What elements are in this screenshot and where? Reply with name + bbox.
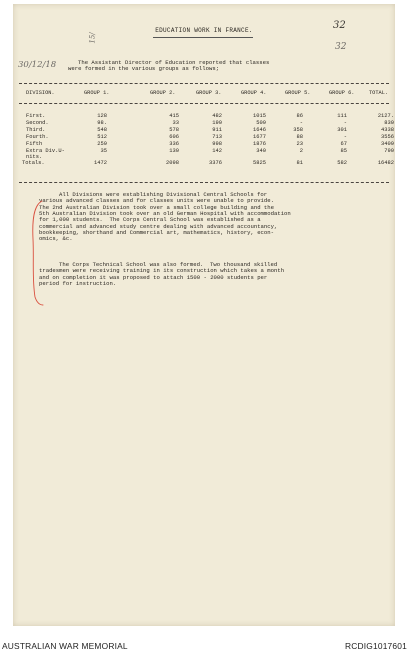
table-cell: 142 bbox=[212, 148, 222, 154]
table-cell: 2127. bbox=[377, 113, 394, 119]
table-cell: 98. bbox=[97, 120, 107, 126]
paragraph-line: All Divisions were establishing Divisional Central Schools for bbox=[59, 191, 268, 198]
table-row-label: Fifth bbox=[26, 141, 43, 147]
table-cell: 67 bbox=[340, 141, 347, 147]
document-title: EDUCATION WORK IN FRANCE. bbox=[155, 27, 253, 34]
margin-pencil-note: 15/ bbox=[88, 32, 97, 44]
table-cell: 85 bbox=[340, 148, 347, 154]
footer-right: RCDIG1017601 bbox=[345, 641, 407, 651]
table-cell: 16482 bbox=[377, 160, 394, 166]
table-cell: 3376 bbox=[209, 160, 222, 166]
table-cell: 713 bbox=[212, 134, 222, 140]
paragraph-line: The 2nd Australian Division took over a small college building and the bbox=[39, 203, 274, 211]
table-cell: 88 bbox=[296, 134, 303, 140]
table-cell: 1876 bbox=[253, 141, 266, 147]
table-cell: 606 bbox=[169, 134, 179, 140]
table-cell: 998 bbox=[212, 141, 222, 147]
table-bottom-rule bbox=[19, 182, 389, 183]
table-cell: 81 bbox=[296, 160, 303, 166]
table-cell: 35 bbox=[100, 148, 107, 154]
col-header-group-1: GROUP 1. bbox=[84, 90, 110, 96]
page-number-mark: 32 bbox=[333, 20, 346, 31]
table-cell: 301 bbox=[337, 127, 347, 133]
table-row-label: Second. bbox=[26, 120, 49, 126]
table-cell: 582 bbox=[337, 160, 347, 166]
table-cell: 2098 bbox=[166, 160, 179, 166]
table-cell: 2 bbox=[299, 148, 303, 154]
table-cell: 509 bbox=[256, 120, 266, 126]
table-cell: 548 bbox=[97, 127, 107, 133]
table-cell: 911 bbox=[212, 127, 222, 133]
table-cell: - bbox=[299, 120, 303, 126]
table-row-label: First. bbox=[26, 113, 46, 119]
table-cell: - bbox=[343, 120, 347, 126]
table-row-label: Third. bbox=[26, 127, 46, 133]
table-cell: 1015 bbox=[253, 113, 266, 119]
paragraph-line: commercial and advanced study centre dealing with advanced accountancy, bbox=[39, 222, 278, 230]
table-row-label: Extra Div.U- nits. bbox=[26, 148, 65, 160]
table-cell: 1472 bbox=[94, 160, 107, 166]
table-cell: 830 bbox=[384, 120, 394, 126]
paragraph-line: various advanced classes and for classes units were unable to provide. bbox=[39, 197, 274, 205]
col-header-group-5: GROUP 5. bbox=[285, 90, 311, 96]
intro-line-2: were formed in the various groups as follows; bbox=[68, 65, 220, 72]
footer-left: AUSTRALIAN WAR MEMORIAL bbox=[2, 641, 128, 651]
table-cell: - bbox=[343, 134, 347, 140]
table-cell: 790 bbox=[384, 148, 394, 154]
table-cell: 23 bbox=[296, 141, 303, 147]
table-cell: 415 bbox=[169, 113, 179, 119]
table-cell: 578 bbox=[169, 127, 179, 133]
page-number-mark-secondary: 32 bbox=[335, 42, 347, 52]
table-cell: 33 bbox=[172, 120, 179, 126]
table-cell: 5825 bbox=[253, 160, 266, 166]
paragraph-line: omics, &c. bbox=[39, 235, 73, 243]
col-header-group-6: GROUP 6. bbox=[329, 90, 355, 96]
paragraph-line: 5th Australian Division took over an old German Hospital with accommodation bbox=[39, 209, 291, 217]
paragraph-line: for 1,000 students. The Corps Central School was established as a bbox=[39, 216, 261, 224]
table-cell: 512 bbox=[97, 134, 107, 140]
col-header-division: DIVISION. bbox=[26, 90, 55, 96]
table-cell: 4338 bbox=[381, 127, 394, 133]
table-cell: 128 bbox=[97, 113, 107, 119]
col-header-total: TOTAL. bbox=[369, 90, 389, 96]
table-cell: 259 bbox=[97, 141, 107, 147]
table-cell: 358 bbox=[293, 127, 303, 133]
document-page bbox=[13, 4, 395, 626]
table-cell: 3556 bbox=[381, 134, 394, 140]
paragraph-line: period for instruction. bbox=[39, 279, 117, 287]
table-cell: 336 bbox=[169, 141, 179, 147]
handwritten-date: 30/12/18 bbox=[18, 60, 57, 70]
table-cell: 111 bbox=[337, 113, 347, 119]
table-cell: 130 bbox=[169, 148, 179, 154]
table-cell: 3409 bbox=[381, 141, 394, 147]
table-cell: 190 bbox=[212, 120, 222, 126]
table-cell: 1677 bbox=[253, 134, 266, 140]
col-header-group-3: GROUP 3. bbox=[196, 90, 222, 96]
intro-line-1: The Assistant Director of Education reported that classes bbox=[78, 59, 270, 66]
table-cell: 86 bbox=[296, 113, 303, 119]
red-pencil-margin-mark bbox=[30, 199, 44, 307]
table-cell: 340 bbox=[256, 148, 266, 154]
table-header-rule bbox=[19, 103, 389, 104]
table-row-label: Totals. bbox=[22, 160, 45, 166]
table-cell: 1646 bbox=[253, 127, 266, 133]
paragraph-line: tradesmen were receiving training in its construction which takes a month bbox=[39, 267, 285, 275]
col-header-group-4: GROUP 4. bbox=[241, 90, 267, 96]
paragraph-line: bookkeeping, shorthand and Commercial art, mathematics, history, econ- bbox=[39, 228, 274, 236]
col-header-group-2: GROUP 2. bbox=[150, 90, 176, 96]
table-cell: 482 bbox=[212, 113, 222, 119]
paragraph-line: and on completion it was proposed to attach 1500 - 2000 students per bbox=[39, 273, 268, 281]
table-row-label: Fourth. bbox=[26, 134, 49, 140]
table-top-rule bbox=[19, 83, 389, 84]
title-underline bbox=[153, 37, 253, 38]
paragraph-line: The Corps Technical School was also formed. Two thousand skilled bbox=[59, 261, 278, 268]
